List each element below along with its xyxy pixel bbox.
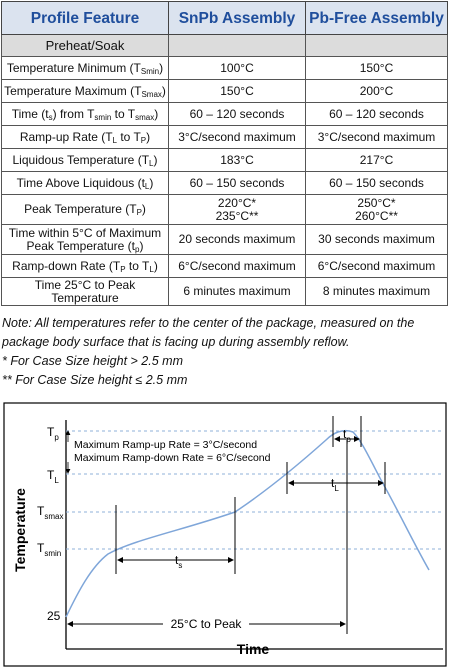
level-label-tp: $T_p$ [47,425,59,442]
header-profile-feature: Profile Feature [2,2,169,35]
table-row [2,225,448,255]
tp-label: $t_p$ [343,427,351,444]
level-label-tsmax: $T_{smax}$ [37,504,64,521]
table-row [2,255,448,278]
table-row [2,195,448,225]
feature-cell: Ramp-down Rate ($T_P$ to $T_L$) [2,255,169,278]
table-row-preheat [2,35,448,57]
table-row [2,57,448,80]
snpb-cell: 6 minutes maximum [169,278,306,306]
reflow-profile-diagram [3,402,447,667]
feature-cell: Time 25°C to Peak Temperature [2,278,169,306]
to-peak-label: 25°C to Peak [170,617,242,631]
note-line: package body surface that is facing up during assembly reflow. [2,335,350,349]
ts-label: $t_s$ [175,553,183,570]
y-axis-title: Temperature [12,488,28,572]
preheat-empty-snpb [169,35,306,57]
header-pbfree: Pb-Free Assembly [306,2,448,35]
table-row [2,172,448,195]
feature-cell: Time within 5°C of Maximum Peak Temperature $(t_p)$ [2,225,169,255]
feature-cell: Temperature Minimum $(T_{Smin})$ [2,57,169,80]
pbfree-cell: 217°C [306,149,448,172]
profile-table [1,1,448,306]
snpb-cell: 60 – 120 seconds [169,103,306,126]
note-footnote-single: * For Case Size height > 2.5 mm [2,354,183,368]
preheat-empty-pbfree [306,35,448,57]
snpb-cell: 20 seconds maximum [169,225,306,255]
level-label-25: 25 [47,609,61,623]
table-row [2,278,448,306]
pbfree-cell: 150°C [306,57,448,80]
tl-label: $t_L$ [331,476,339,493]
notes [2,314,446,390]
snpb-cell: 183°C [169,149,306,172]
x-axis-title: Time [236,641,270,657]
pbfree-cell: 30 seconds maximum [306,225,448,255]
table-row [2,80,448,103]
feature-cell: Liquidous Temperature $(T_L)$ [2,149,169,172]
feature-cell: Time $(t_s)$ from $T_{smin}$ to $T_{smax}$) [2,103,169,126]
level-label-tsmin: $T_{smin}$ [37,541,62,558]
pbfree-cell: 6°C/second maximum [306,255,448,278]
feature-cell: Time Above Liquidous $(t_L)$ [2,172,169,195]
pbfree-cell: 3°C/second maximum [306,126,448,149]
snpb-cell: 220°C* 235°C** [169,195,306,225]
level-label-tl: $T_L$ [47,468,59,485]
pbfree-cell: 60 – 150 seconds [306,172,448,195]
ramp-up-text: Maximum Ramp-up Rate = 3°C/second [74,439,258,451]
preheat-label: Preheat/Soak [2,35,169,57]
note-line: Note: All temperatures refer to the center of the package, measured on the [2,316,415,330]
table-row [2,126,448,149]
note-footnote-double: ** For Case Size height ≤ 2.5 mm [2,373,188,387]
pbfree-cell: 8 minutes maximum [306,278,448,306]
feature-cell: Peak Temperature $(T_P)$ [2,195,169,225]
pbfree-cell: 60 – 120 seconds [306,103,448,126]
pbfree-cell: 200°C [306,80,448,103]
snpb-cell: 6°C/second maximum [169,255,306,278]
snpb-cell: 100°C [169,57,306,80]
table-row [2,103,448,126]
feature-cell: Ramp-up Rate ($T_L$ to $T_P$) [2,126,169,149]
header-snpb: SnPb Assembly [169,2,306,35]
snpb-cell: 150°C [169,80,306,103]
snpb-cell: 3°C/second maximum [169,126,306,149]
table-header-row [2,2,448,35]
ramp-down-text: Maximum Ramp-down Rate = 6°C/second [74,452,271,464]
pbfree-cell: 250°C* 260°C** [306,195,448,225]
feature-cell: Temperature Maximum $(T_{Smax})$ [2,80,169,103]
table-row [2,149,448,172]
snpb-cell: 60 – 150 seconds [169,172,306,195]
